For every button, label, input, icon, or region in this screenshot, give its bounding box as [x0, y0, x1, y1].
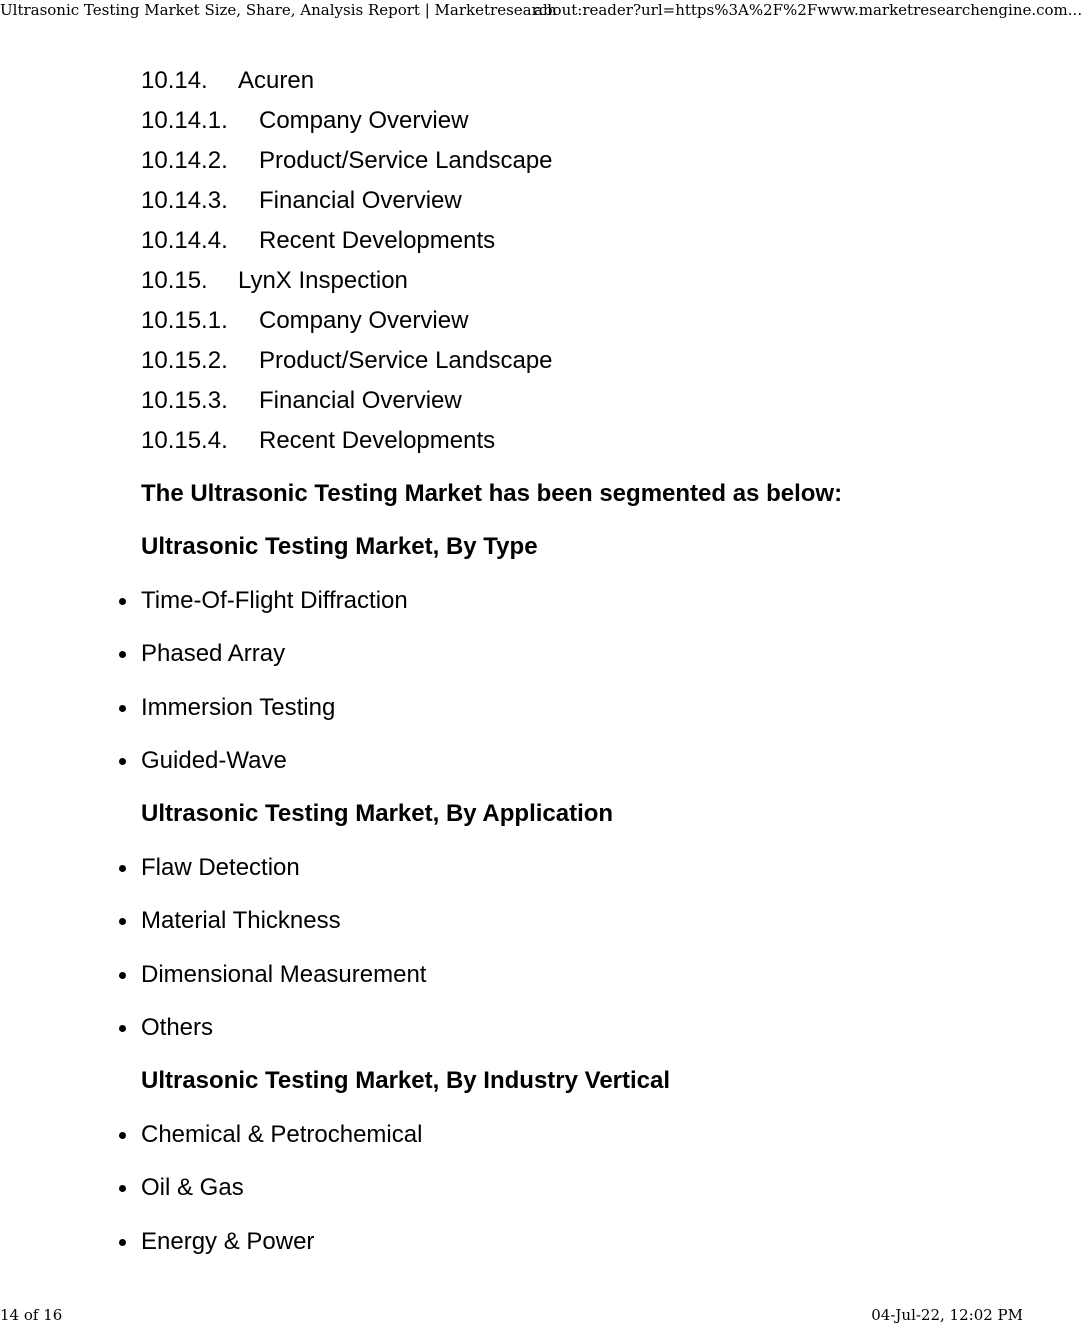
bullet-icon — [119, 972, 126, 979]
toc-row — [141, 141, 1001, 181]
toc-number: 10.14.3. — [141, 187, 228, 214]
bullet-icon — [119, 865, 126, 872]
list-item — [141, 1115, 1001, 1155]
toc-label: Recent Developments — [259, 427, 496, 454]
list-item-label: Guided-Wave — [141, 747, 287, 774]
list-item-label: Flaw Detection — [141, 853, 300, 881]
toc-row — [141, 421, 1001, 461]
toc-row — [141, 181, 1001, 221]
list-item-label: Material Thickness — [141, 907, 341, 934]
by-type-heading: Ultrasonic Testing Market, By Type — [141, 533, 538, 560]
list-item-label: Chemical & Petrochemical — [141, 1120, 423, 1148]
toc-label: Acuren — [238, 67, 315, 94]
bullet-icon — [119, 705, 126, 712]
toc-number: 10.14.1. — [141, 107, 228, 134]
list-item — [141, 848, 1001, 888]
toc-label: Recent Developments — [259, 227, 496, 254]
list-item — [141, 955, 1001, 995]
by-application-list — [141, 848, 1001, 1049]
toc-row — [141, 261, 1001, 301]
toc-label: Product/Service Landscape — [259, 147, 553, 174]
toc-label: LynX Inspection — [238, 267, 408, 294]
table-of-contents — [141, 61, 1001, 461]
toc-number: 10.15. — [141, 267, 208, 294]
bullet-icon — [119, 1132, 126, 1139]
bullet-icon — [119, 1025, 126, 1032]
list-item — [141, 634, 1001, 674]
toc-row — [141, 381, 1001, 421]
print-header — [0, 1, 1082, 21]
list-item — [141, 1008, 1001, 1048]
toc-label: Product/Service Landscape — [259, 347, 553, 374]
toc-number: 10.15.2. — [141, 347, 228, 374]
toc-row — [141, 341, 1001, 381]
by-application-heading: Ultrasonic Testing Market, By Application — [141, 800, 614, 827]
bullet-icon — [119, 1239, 126, 1246]
toc-number: 10.14.4. — [141, 227, 228, 254]
list-item-label: Oil & Gas — [141, 1174, 244, 1201]
toc-number: 10.14. — [141, 67, 208, 94]
toc-label: Company Overview — [259, 107, 469, 134]
print-datetime: 04-Jul-22, 12:02 PM — [871, 1306, 1023, 1324]
by-industry-heading: Ultrasonic Testing Market, By Industry Vertical — [141, 1067, 671, 1094]
print-footer — [0, 1306, 1024, 1326]
toc-row — [141, 101, 1001, 141]
list-item — [141, 741, 1001, 781]
bullet-icon — [119, 918, 126, 925]
list-item — [141, 1168, 1001, 1208]
list-item-label: Dimensional Measurement — [141, 960, 427, 988]
list-item-label: Others — [141, 1014, 214, 1041]
segmentation-intro-heading: The Ultrasonic Testing Market has been segmented as below: — [141, 480, 843, 507]
list-item — [141, 688, 1001, 728]
by-industry-list — [141, 1115, 1001, 1262]
article-content — [141, 61, 1001, 1262]
bullet-icon — [119, 758, 126, 765]
list-item-label: Immersion Testing — [141, 693, 336, 721]
bullet-icon — [119, 1185, 126, 1192]
list-item-label: Time-Of-Flight Diffraction — [141, 586, 408, 614]
toc-label: Financial Overview — [259, 187, 462, 214]
toc-row — [141, 61, 1001, 101]
toc-number: 10.15.4. — [141, 427, 228, 454]
toc-label: Company Overview — [259, 307, 469, 334]
list-item — [141, 581, 1001, 621]
toc-label: Financial Overview — [259, 387, 462, 414]
toc-row — [141, 301, 1001, 341]
bullet-icon — [119, 598, 126, 605]
toc-row — [141, 221, 1001, 261]
list-item — [141, 1222, 1001, 1262]
toc-number: 10.15.1. — [141, 307, 228, 334]
list-item — [141, 901, 1001, 941]
by-type-list — [141, 581, 1001, 782]
toc-number: 10.14.2. — [141, 147, 228, 174]
list-item-label: Energy & Power — [141, 1227, 315, 1255]
list-item-label: Phased Array — [141, 640, 286, 667]
page-url: about:reader?url=https%3A%2F%2Fwww.marketresearchengine.com... — [534, 1, 1082, 19]
page-title: Ultrasonic Testing Market Size, Share, Analysis Report | Marketresearch — [0, 1, 557, 19]
toc-number: 10.15.3. — [141, 387, 228, 414]
page-number: 14 of 16 — [0, 1306, 63, 1324]
bullet-icon — [119, 651, 126, 658]
